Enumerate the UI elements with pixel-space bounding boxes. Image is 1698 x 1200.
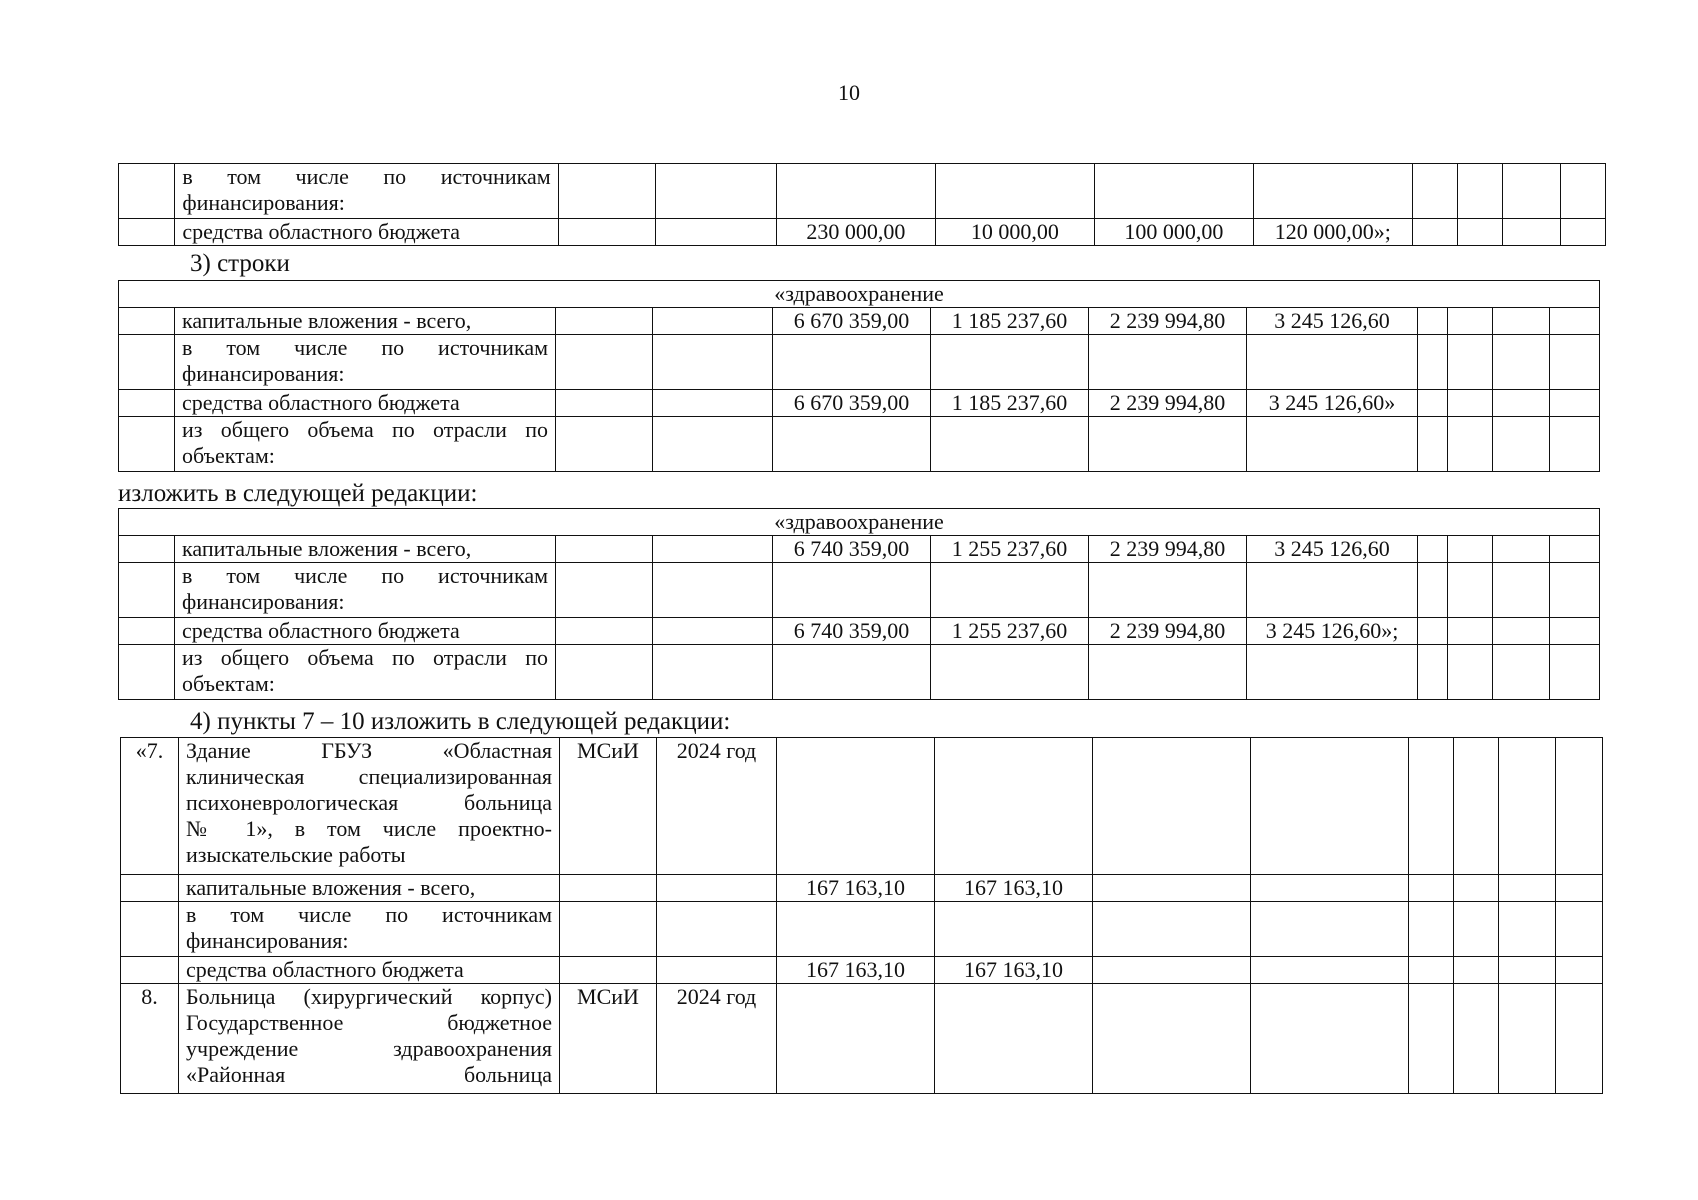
row-label: из общего объема по отрасли по — [182, 645, 548, 670]
item-number: 8. — [121, 984, 179, 1094]
row-label: в том числе по источникам — [182, 563, 548, 588]
row-label-cont: объектам: — [182, 443, 275, 468]
row-label-cont: финансирования: — [182, 190, 345, 215]
healthcare-table-old — [118, 280, 1600, 472]
row-label: капитальные вложения - всего, — [175, 536, 556, 563]
redaction-label: изложить в следующей редакции: — [118, 480, 478, 507]
value-cell: 167 163,10 — [935, 875, 1093, 902]
object-name-line: Больница (хирургический корпус) — [186, 984, 552, 1009]
section-3-label: 3) строки — [190, 250, 290, 277]
object-name-line: Здание ГБУЗ «Областная — [186, 738, 552, 763]
customer-cell: МСиИ — [560, 984, 657, 1094]
value-cell: 2 239 994,80 — [1089, 618, 1247, 645]
table-heading-row — [119, 509, 1600, 536]
healthcare-table-new — [118, 508, 1600, 700]
object-name-line: учреждение здравоохранения — [186, 1036, 552, 1061]
table-row — [119, 417, 1600, 472]
value-cell: 3 245 126,60»; — [1247, 618, 1418, 645]
value-cell: 3 245 126,60 — [1247, 536, 1418, 563]
value-cell: 1 185 237,60 — [931, 308, 1089, 335]
year-cell: 2024 год — [657, 984, 777, 1094]
value-cell: 2 239 994,80 — [1089, 390, 1247, 417]
value-cell: 167 163,10 — [777, 957, 935, 984]
row-label-cont: объектам: — [182, 671, 275, 696]
value-cell: 100 000,00 — [1094, 219, 1253, 246]
table-row — [121, 902, 1603, 957]
row-label: капитальные вложения - всего, — [175, 308, 556, 335]
table-row — [121, 957, 1603, 984]
item-number: «7. — [121, 738, 179, 875]
object-name-line: № 1», в том числе проектно- — [186, 816, 552, 841]
year-cell: 2024 год — [657, 738, 777, 875]
row-label: в том числе по источникам — [186, 902, 552, 927]
value-cell: 1 255 237,60 — [931, 618, 1089, 645]
table-row — [119, 164, 1606, 219]
row-label: средства областного бюджета — [175, 618, 556, 645]
table-row — [119, 645, 1600, 700]
row-label: капитальные вложения - всего, — [179, 875, 560, 902]
table-row — [119, 308, 1600, 335]
value-cell: 2 239 994,80 — [1089, 536, 1247, 563]
object-name-line: изыскательские работы — [186, 842, 406, 867]
value-cell: 6 670 359,00 — [773, 390, 931, 417]
row-label: средства областного бюджета — [175, 219, 558, 246]
value-cell: 2 239 994,80 — [1089, 308, 1247, 335]
row-label: средства областного бюджета — [175, 390, 556, 417]
value-cell: 3 245 126,60» — [1247, 390, 1418, 417]
sector-heading: «здравоохранение — [119, 509, 1600, 536]
value-cell: 230 000,00 — [776, 219, 935, 246]
row-label-cont: финансирования: — [182, 589, 345, 614]
table-row — [119, 618, 1600, 645]
table-row-item-7 — [121, 738, 1603, 875]
row-label-cont: финансирования: — [186, 928, 349, 953]
object-name-line: клиническая специализированная — [186, 764, 552, 789]
value-cell: 120 000,00»; — [1253, 219, 1412, 246]
value-cell: 10 000,00 — [935, 219, 1094, 246]
budget-table-continuation — [118, 163, 1606, 246]
section-4-label: 4) пункты 7 – 10 изложить в следующей редакции: — [190, 708, 731, 735]
object-name-line: Государственное бюджетное — [186, 1010, 552, 1035]
object-name-line: «Районная больница — [186, 1062, 552, 1087]
row-label: из общего объема по отрасли по — [182, 417, 548, 442]
object-name-line: психоневрологическая больница — [186, 790, 552, 815]
row-label-cont: финансирования: — [182, 361, 345, 386]
value-cell: 1 185 237,60 — [931, 390, 1089, 417]
value-cell: 167 163,10 — [777, 875, 935, 902]
row-label: в том числе по источникам — [182, 335, 548, 360]
sector-heading: «здравоохранение — [119, 281, 1600, 308]
row-label: средства областного бюджета — [179, 957, 560, 984]
value-cell: 3 245 126,60 — [1247, 308, 1418, 335]
value-cell: 6 740 359,00 — [773, 536, 931, 563]
objects-table — [120, 737, 1603, 1094]
table-row — [119, 335, 1600, 390]
value-cell: 167 163,10 — [935, 957, 1093, 984]
table-row — [119, 563, 1600, 618]
value-cell: 6 740 359,00 — [773, 618, 931, 645]
table-row — [119, 219, 1606, 246]
customer-cell: МСиИ — [560, 738, 657, 875]
row-label: в том числе по источникам — [182, 164, 551, 189]
table-row-item-8 — [121, 984, 1603, 1094]
page-number: 10 — [838, 80, 860, 105]
value-cell: 6 670 359,00 — [773, 308, 931, 335]
table-row — [121, 875, 1603, 902]
table-row — [119, 390, 1600, 417]
value-cell: 1 255 237,60 — [931, 536, 1089, 563]
table-heading-row — [119, 281, 1600, 308]
table-row — [119, 536, 1600, 563]
